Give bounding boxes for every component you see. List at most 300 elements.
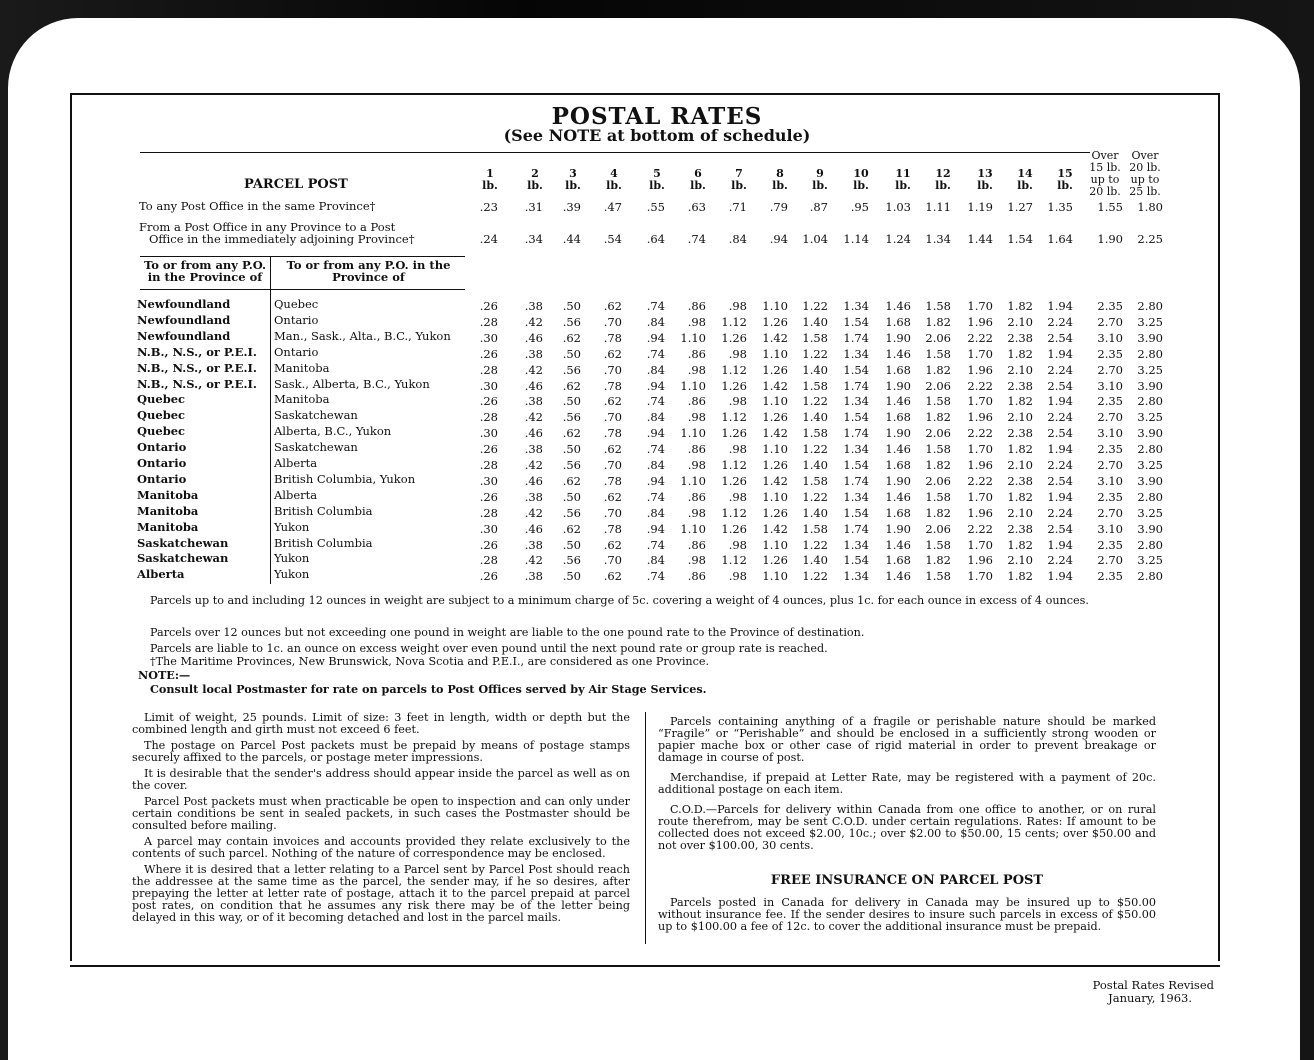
row-value: .86 [687, 569, 706, 584]
row-value: 1.94 [1047, 569, 1073, 584]
row-value: 2.24 [1047, 458, 1073, 472]
row-value: 1.68 [885, 458, 911, 472]
row-value: 2.06 [925, 330, 951, 345]
row-value: .84 [646, 362, 665, 377]
row-value: .26 [479, 299, 498, 313]
left-paragraph-5: A parcel may contain invoices and accounts provided they relate exclusively to the contents of such parcel. Nothing of the nature of correspondence may be enclosed. [132, 835, 630, 860]
row-value: .74 [646, 537, 665, 552]
row-value: .86 [687, 537, 706, 552]
row-value: 2.70 [1097, 458, 1123, 472]
row-value: .28 [479, 458, 498, 472]
row-value: 2.10 [1007, 505, 1033, 520]
row-from: Quebec [137, 408, 186, 423]
row-value: 1.90 [885, 330, 911, 345]
header-rule [140, 152, 1090, 153]
revision-line-1: Postal Rates Revised [1092, 978, 1214, 992]
row-from: Quebec [137, 424, 186, 439]
row-value: 1.74 [843, 521, 869, 536]
row-value: 1.12 [721, 410, 747, 425]
row-value: .70 [603, 314, 622, 329]
row-value: .70 [603, 410, 622, 425]
row-value: 2.38 [1007, 330, 1033, 345]
same-province-value: .63 [687, 200, 706, 214]
row-value: .28 [479, 553, 498, 568]
adjoining-value: 1.54 [1007, 232, 1033, 246]
row-value: 2.54 [1047, 426, 1073, 441]
row-value: 3.90 [1137, 330, 1163, 345]
row-value: 3.25 [1137, 314, 1163, 329]
row-value: 1.54 [843, 505, 869, 520]
weight-header-3: 3 lb. [565, 167, 581, 192]
left-column [132, 712, 630, 928]
row-value: 1.34 [843, 346, 869, 361]
row-value: 2.80 [1137, 346, 1163, 361]
same-province-value: 1.11 [925, 200, 951, 214]
row-to: Yukon [274, 567, 310, 582]
row-value: .38 [524, 489, 543, 504]
row-value: 1.40 [802, 505, 828, 520]
row-to: Manitoba [274, 392, 330, 407]
adjoining-value: .24 [479, 232, 498, 246]
row-value: .26 [479, 489, 498, 504]
row-value: 1.42 [762, 330, 788, 345]
row-value: 1.40 [802, 410, 828, 425]
row-value: .50 [562, 442, 581, 457]
row-value: 1.22 [802, 489, 828, 504]
row-value: 1.82 [1007, 569, 1033, 584]
row-value: 2.10 [1007, 553, 1033, 568]
row-value: 1.58 [925, 299, 951, 313]
row-value: 2.70 [1097, 410, 1123, 425]
row-value: .30 [479, 426, 498, 441]
adjoining-value: .44 [562, 232, 581, 246]
row-from: Newfoundland [137, 328, 231, 343]
row-value: 1.58 [802, 378, 828, 393]
row-value: 3.10 [1097, 378, 1123, 393]
row-value: 1.70 [967, 489, 993, 504]
same-province-value: .71 [728, 200, 747, 214]
row-value: 1.40 [802, 362, 828, 377]
row-value: 1.90 [885, 473, 911, 488]
row-value: 1.34 [843, 442, 869, 457]
row-to: Quebec [274, 297, 319, 311]
row-value: 1.58 [802, 521, 828, 536]
row-from: Saskatchewan [137, 551, 229, 566]
row-value: .94 [646, 521, 665, 536]
row-value: .74 [646, 346, 665, 361]
row-value: .56 [562, 410, 581, 425]
row-value: 2.70 [1097, 362, 1123, 377]
insurance-text: Parcels posted in Canada for delivery in Canada may be insured up to $50.00 without insurance fee. If the sender desires to insure such parcels in excess of $50.00 up to $100.00 a fee of 12c. to cover the additional insurance must be prepaid. [658, 896, 1156, 933]
row-value: 2.38 [1007, 378, 1033, 393]
row-from: Ontario [137, 440, 187, 455]
row-value: 2.24 [1047, 362, 1073, 377]
note-label: NOTE:— [138, 668, 191, 682]
row-value: 1.68 [885, 505, 911, 520]
weight-header-9: 9 lb. [812, 167, 828, 192]
row-value: 1.10 [762, 489, 788, 504]
row-value: 1.12 [721, 362, 747, 377]
row-value: 1.82 [1007, 442, 1033, 457]
row-value: .98 [728, 442, 747, 457]
row-value: 2.24 [1047, 410, 1073, 425]
same-province-value: 1.80 [1137, 200, 1163, 214]
row-value: .78 [603, 330, 622, 345]
row-value: .62 [562, 521, 581, 536]
row-value: 1.34 [843, 394, 869, 409]
row-value: .70 [603, 362, 622, 377]
row-value: .98 [687, 505, 706, 520]
row-value: .46 [524, 378, 543, 393]
row-value: 2.38 [1007, 521, 1033, 536]
row-value: 3.25 [1137, 458, 1163, 472]
row-value: .98 [687, 314, 706, 329]
row-value: 1.10 [680, 378, 706, 393]
row-value: 1.54 [843, 362, 869, 377]
row-value: 1.10 [680, 473, 706, 488]
adjoining-value: .94 [769, 232, 788, 246]
row-value: 3.25 [1137, 362, 1163, 377]
row-value: 1.94 [1047, 346, 1073, 361]
row-value: .98 [687, 553, 706, 568]
row-value: 1.42 [762, 426, 788, 441]
row-value: 2.10 [1007, 362, 1033, 377]
row-to: Ontario [274, 344, 319, 359]
row-value: 3.10 [1097, 521, 1123, 536]
row-value: 1.26 [762, 458, 788, 472]
row-value: .50 [562, 394, 581, 409]
row-value: 2.35 [1097, 346, 1123, 361]
row-value: 1.96 [967, 362, 993, 377]
adjoining-value: 1.14 [843, 232, 869, 246]
row-value: 1.58 [925, 569, 951, 584]
right-column [658, 716, 1156, 860]
row-value: 1.74 [843, 473, 869, 488]
weight-header-17: Over 20 lb. up to 25 lb. [1129, 149, 1161, 198]
row-value: 2.80 [1137, 394, 1163, 409]
row-value: .62 [603, 346, 622, 361]
row-value: 2.06 [925, 473, 951, 488]
weight-header-5: 5 lb. [649, 167, 665, 192]
row-value: 1.34 [843, 569, 869, 584]
row-value: 1.70 [967, 537, 993, 552]
row-value: 2.80 [1137, 299, 1163, 313]
row-value: .26 [479, 394, 498, 409]
row-value: 2.22 [967, 330, 993, 345]
row-value: 1.12 [721, 553, 747, 568]
row-value: .74 [646, 442, 665, 457]
row-value: 1.34 [843, 537, 869, 552]
row-value: 1.58 [925, 442, 951, 457]
note-4: †The Maritime Provinces, New Brunswick, Nova Scotia and P.E.I., are considered as one Province. [150, 655, 710, 668]
row-value: 1.90 [885, 378, 911, 393]
row-value: .46 [524, 330, 543, 345]
row-value: 2.80 [1137, 537, 1163, 552]
row-value: .30 [479, 521, 498, 536]
row-value: .84 [646, 410, 665, 425]
row-value: 1.12 [721, 505, 747, 520]
row-from: Alberta [137, 567, 185, 582]
row-value: 1.82 [1007, 537, 1033, 552]
row-value: 1.46 [885, 394, 911, 409]
row-value: 1.74 [843, 330, 869, 345]
note-3: Parcels are liable to 1c. an ounce on excess weight over even pound until the next pound rate or group rate is reached. [150, 642, 828, 655]
weight-header-14: 14 lb. [1017, 167, 1033, 192]
row-value: .62 [562, 426, 581, 441]
right-paragraph-1: Parcels containing anything of a fragile or perishable nature should be marked “Fragile” or “Perishable” and should be enclosed in a sufficiently strong wooden or papier mache box or other case of rigid material in order to prevent breakage or damage in course of post. [658, 715, 1156, 764]
row-value: .84 [646, 505, 665, 520]
insurance-title: FREE INSURANCE ON PARCEL POST [770, 873, 1044, 888]
row-value: 2.54 [1047, 330, 1073, 345]
row-to: Ontario [274, 312, 319, 327]
row-value: 1.26 [762, 553, 788, 568]
row-value: .86 [687, 394, 706, 409]
row-value: 1.12 [721, 458, 747, 472]
row-value: 1.10 [762, 394, 788, 409]
row-value: 2.70 [1097, 553, 1123, 568]
row-value: .28 [479, 362, 498, 377]
row-value: 1.58 [925, 489, 951, 504]
row-value: 1.68 [885, 314, 911, 329]
row-value: 2.35 [1097, 394, 1123, 409]
row-value: .50 [562, 346, 581, 361]
same-province-value: 1.55 [1097, 200, 1123, 214]
to-column-header: To or from any P.O. in the Province of [286, 258, 451, 284]
row-value: .42 [524, 553, 543, 568]
row-value: 1.26 [721, 378, 747, 393]
row-value: 1.54 [843, 458, 869, 472]
row-value: .98 [687, 410, 706, 425]
section-title: PARCEL POST [244, 177, 348, 192]
row-value: 1.70 [967, 442, 993, 457]
row-value: .62 [603, 442, 622, 457]
note-text: Consult local Postmaster for rate on parcels to Post Offices served by Air Stage Services. [150, 682, 707, 696]
row-value: 1.10 [680, 330, 706, 345]
row-value: 1.10 [762, 569, 788, 584]
row-value: .28 [479, 314, 498, 329]
row-value: .38 [524, 537, 543, 552]
row-value: .56 [562, 505, 581, 520]
same-province-value: 1.27 [1007, 200, 1033, 214]
row-value: 1.10 [762, 299, 788, 313]
row-value: 1.96 [967, 314, 993, 329]
row-value: 2.35 [1097, 489, 1123, 504]
row-value: 1.82 [1007, 346, 1033, 361]
row-value: .78 [603, 426, 622, 441]
row-value: .98 [687, 458, 706, 472]
row-value: .50 [562, 537, 581, 552]
row-value: 1.94 [1047, 299, 1073, 313]
same-province-value: .87 [809, 200, 828, 214]
weight-header-10: 10 lb. [853, 167, 869, 192]
row-value: 1.22 [802, 394, 828, 409]
row-to: Saskatchewan [274, 408, 358, 423]
row-from: Manitoba [137, 487, 199, 502]
row-value: 2.70 [1097, 314, 1123, 329]
row-value: .62 [603, 394, 622, 409]
row-value: 1.54 [843, 410, 869, 425]
row-value: .70 [603, 505, 622, 520]
row-value: 1.82 [925, 362, 951, 377]
row-value: 1.10 [762, 442, 788, 457]
row-value: .86 [687, 489, 706, 504]
row-value: 1.58 [802, 473, 828, 488]
row-value: 1.74 [843, 426, 869, 441]
row-value: 1.94 [1047, 394, 1073, 409]
row-value: 1.54 [843, 314, 869, 329]
row-value: .62 [603, 569, 622, 584]
row-value: 2.54 [1047, 378, 1073, 393]
row-value: 1.42 [762, 521, 788, 536]
row-value: 2.80 [1137, 569, 1163, 584]
adjoining-value: 1.04 [802, 232, 828, 246]
right-paragraph-2: Merchandise, if prepaid at Letter Rate, may be registered with a payment of 20c. additional postage on each item. [658, 771, 1156, 796]
row-value: .30 [479, 330, 498, 345]
row-to: Alberta, B.C., Yukon [274, 424, 392, 439]
row-value: 1.82 [925, 458, 951, 472]
row-value: 2.10 [1007, 314, 1033, 329]
row-value: 1.96 [967, 553, 993, 568]
row-value: 1.74 [843, 378, 869, 393]
column-divider [270, 256, 271, 584]
row-value: 2.10 [1007, 458, 1033, 472]
row-to: Sask., Alberta, B.C., Yukon [274, 376, 430, 391]
row-value: .74 [646, 569, 665, 584]
row-value: 2.80 [1137, 442, 1163, 457]
row-value: .28 [479, 410, 498, 425]
row-value: .94 [646, 330, 665, 345]
row-to: British Columbia [274, 535, 373, 550]
row-value: 1.82 [925, 410, 951, 425]
same-province-value: .79 [769, 200, 788, 214]
row-value: .26 [479, 569, 498, 584]
row-from: Manitoba [137, 519, 199, 534]
row-value: 3.90 [1137, 378, 1163, 393]
row-value: 1.58 [925, 346, 951, 361]
row-value: .62 [562, 378, 581, 393]
row-value: .86 [687, 299, 706, 313]
row-from: Saskatchewan [137, 535, 229, 550]
row-value: 1.82 [1007, 394, 1033, 409]
row-value: .42 [524, 410, 543, 425]
row-value: .74 [646, 489, 665, 504]
row-value: 3.10 [1097, 473, 1123, 488]
row-value: .38 [524, 442, 543, 457]
row-value: 1.46 [885, 299, 911, 313]
row-value: 1.22 [802, 569, 828, 584]
row-value: 3.10 [1097, 330, 1123, 345]
row-value: .86 [687, 442, 706, 457]
row-value: 2.38 [1007, 473, 1033, 488]
adjoining-value: 1.90 [1097, 232, 1123, 246]
right-paragraph-3: C.O.D.—Parcels for delivery within Canada from one office to another, or on rural route therefrom, may be sent C.O.D. under certain regulations. Rates: If amount to be collected does not exceed $2.00, 10c.; over $2.00 to $50.00, 15 cents; over $50.00 and not over $100.00, 30 cents. [658, 803, 1156, 852]
column-separator [645, 712, 646, 944]
row-value: .56 [562, 362, 581, 377]
table-head-bottom-rule [140, 289, 465, 290]
same-province-value: .47 [603, 200, 622, 214]
row-value: 1.96 [967, 410, 993, 425]
left-paragraph-2: The postage on Parcel Post packets must be prepaid by means of postage stamps securely affixed to the parcels, or postage meter impressions. [132, 739, 630, 764]
row-value: 1.12 [721, 314, 747, 329]
row-value: 1.42 [762, 473, 788, 488]
row-value: .46 [524, 426, 543, 441]
row-value: .74 [646, 394, 665, 409]
row-value: .50 [562, 569, 581, 584]
row-from: Ontario [137, 456, 187, 470]
row-value: .28 [479, 505, 498, 520]
row-value: .86 [687, 346, 706, 361]
row-value: .46 [524, 521, 543, 536]
row-value: 1.46 [885, 489, 911, 504]
row-from: Ontario [137, 471, 187, 486]
row-value: .26 [479, 346, 498, 361]
row-value: 2.35 [1097, 537, 1123, 552]
weight-header-8: 8 lb. [772, 167, 788, 192]
row-value: 1.94 [1047, 537, 1073, 552]
row-value: 1.22 [802, 537, 828, 552]
row-from: Newfoundland [137, 297, 231, 311]
left-paragraph-3: It is desirable that the sender's address should appear inside the parcel as well as on the cover. [132, 767, 630, 792]
row-value: 1.70 [967, 394, 993, 409]
row-value: 2.35 [1097, 299, 1123, 313]
row-value: .42 [524, 314, 543, 329]
row-value: 1.46 [885, 442, 911, 457]
row-value: .50 [562, 299, 581, 313]
row-value: .84 [646, 314, 665, 329]
row-to: British Columbia, Yukon [274, 471, 416, 486]
weight-header-13: 13 lb. [977, 167, 993, 192]
row-value: 1.22 [802, 346, 828, 361]
same-province-value: .23 [479, 200, 498, 214]
row-value: 1.96 [967, 458, 993, 472]
same-province-value: .55 [646, 200, 665, 214]
row-value: 1.26 [762, 314, 788, 329]
row-value: .98 [728, 489, 747, 504]
row-value: .56 [562, 314, 581, 329]
row-value: .94 [646, 426, 665, 441]
weight-header-6: 6 lb. [690, 167, 706, 192]
row-value: .84 [646, 458, 665, 472]
row-value: 1.40 [802, 553, 828, 568]
page-subtitle: (See NOTE at bottom of schedule) [503, 126, 811, 145]
same-province-value: .31 [524, 200, 543, 214]
same-province-label: To any Post Office in the same Province† [139, 199, 376, 213]
row-value: .30 [479, 473, 498, 488]
row-value: 1.26 [721, 426, 747, 441]
weight-header-7: 7 lb. [731, 167, 747, 192]
weight-header-2: 2 lb. [527, 167, 543, 192]
from-column-header: To or from any P.O. in the Province of [143, 258, 267, 284]
row-value: 1.58 [925, 537, 951, 552]
row-value: .94 [646, 378, 665, 393]
row-value: 1.26 [762, 362, 788, 377]
row-value: .62 [562, 330, 581, 345]
row-value: .42 [524, 362, 543, 377]
row-value: .62 [603, 299, 622, 313]
row-value: 3.90 [1137, 521, 1163, 536]
row-value: .50 [562, 489, 581, 504]
row-value: 3.25 [1137, 553, 1163, 568]
row-value: 2.22 [967, 521, 993, 536]
adjoining-value: 1.34 [925, 232, 951, 246]
row-value: 1.26 [721, 473, 747, 488]
weight-header-11: 11 lb. [895, 167, 911, 192]
left-paragraph-6: Where it is desired that a letter relating to a Parcel sent by Parcel Post should reach the addressee at the same time as the parcel, the sender may, if he so desires, after prepaying the letter at letter rate of postage, attach it to the parcel prepaid at parcel post rates, on condition that he assumes any risk there may be of the letter being delayed in this way, or of it becoming detached and lost in the parcel mails. [132, 863, 630, 924]
row-value: .94 [646, 473, 665, 488]
row-from: Quebec [137, 392, 186, 407]
row-value: .98 [728, 299, 747, 313]
row-value: 1.46 [885, 346, 911, 361]
